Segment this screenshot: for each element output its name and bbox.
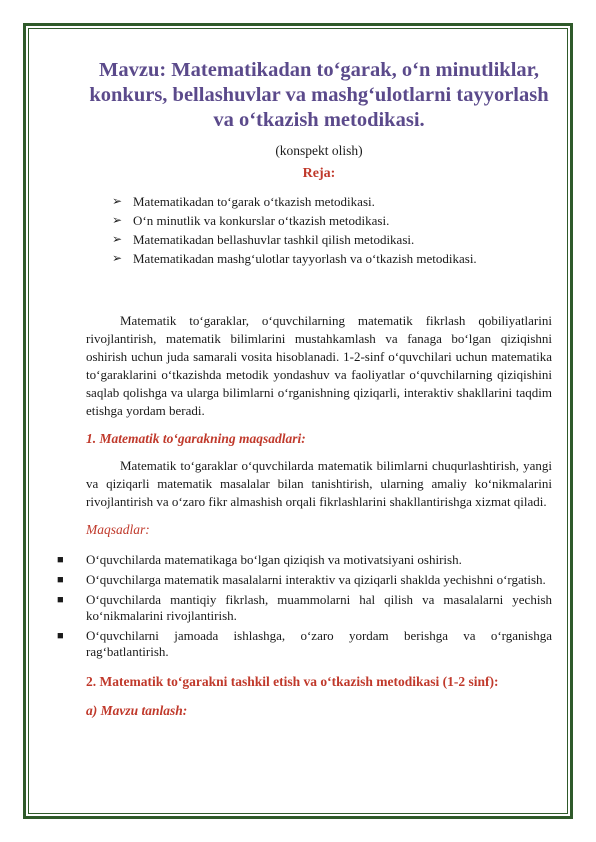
plan-item-text: Matematikadan to‘garak o‘tkazish metodikasi. [133, 194, 375, 209]
plan-item [112, 211, 552, 230]
plan-heading: Reja: [302, 166, 336, 181]
plan-list [86, 192, 552, 268]
section2-heading: 2. Matematik to‘garakni tashkil etish va o‘tkazish metodikasi (1-2 sinf): [86, 674, 499, 689]
square-bullet-icon: ■ [57, 594, 64, 606]
plan-item [112, 230, 552, 249]
goal-item-text: O‘quvchilarda matematikaga bo‘lgan qiziqish va motivatsiyani oshirish. [86, 552, 462, 567]
plan-item-text: Matematikadan bellashuvlar tashkil qilish metodikasi. [133, 232, 415, 247]
document-title: Mavzu: Matematikadan to‘garak, o‘n minutliklar, konkurs, bellashuvlar va mashg‘ulotlarni tayyorlash va o‘tkazish metodikasi. [89, 59, 549, 131]
goal-item-text: O‘quvchilarni jamoada ishlashga, o‘zaro yordam berishga va o‘rganishga rag‘batlantirish. [86, 628, 552, 659]
arrow-bullet-icon: ➢ [112, 194, 123, 208]
intro-paragraph: Matematik to‘garaklar, o‘quvchilarning matematik fikrlash qobiliyatlarini rivojlantirish, matematik bilimlarini mustahkamlash va fanaga bo‘lgan qiziqishni oshirish uchun juda samarali vosita hisoblanadi. 1-2-sinf o‘quvchilari uchun matematika to‘garaklarini o‘tkazishda metodik yondashuv va faoliyatlar o‘quvchilarning qiziqishini saqlab qolishga va ularga bilimlarni o‘rganishning qiziqarli, interaktiv shakllarini taqdim etishga yordam beradi. [86, 313, 552, 418]
document-subtitle: (konspekt olish) [275, 143, 363, 158]
plan-item-text: Matematikadan mashg‘ulotlar tayyorlash va o‘tkazish metodikasi. [133, 251, 477, 266]
square-bullet-icon: ■ [57, 574, 64, 586]
arrow-bullet-icon: ➢ [112, 251, 123, 265]
square-bullet-icon: ■ [57, 630, 64, 642]
goal-item [53, 552, 552, 568]
section2a-heading: a) Mavzu tanlash: [86, 703, 188, 718]
section1-heading: 1. Matematik to‘garakning maqsadlari: [86, 431, 306, 446]
goal-item-text: O‘quvchilarga matematik masalalarni interaktiv va qiziqarli shaklda yechishni o‘rgatish. [86, 572, 546, 587]
goals-list [57, 552, 552, 660]
plan-item-text: O‘n minutlik va konkurslar o‘tkazish metodikasi. [133, 213, 390, 228]
goal-item [53, 628, 552, 660]
goal-item [53, 592, 552, 624]
document-body [57, 58, 552, 721]
goal-item [53, 572, 552, 588]
plan-item [112, 249, 552, 268]
goal-item-text: O‘quvchilarda mantiqiy fikrlash, muammolarni hal qilish va masalalarni yechish ko‘nikmalarini rivojlantirish. [86, 592, 552, 623]
square-bullet-icon: ■ [57, 554, 64, 566]
section1-paragraph: Matematik to‘garaklar o‘quvchilarda matematik bilimlarni chuqurlashtirish, yangi va qiziqarli matematik masalalar bilan tanishtirish, ularning amaliy ko‘nikmalarini rivojlantirish va o‘zaro fikr almashish orqali fikrlashlarini shakllantirishga xizmat qiladi. [86, 458, 552, 509]
plan-item [112, 192, 552, 211]
goals-heading: Maqsadlar: [86, 522, 150, 537]
arrow-bullet-icon: ➢ [112, 213, 123, 227]
arrow-bullet-icon: ➢ [112, 232, 123, 246]
